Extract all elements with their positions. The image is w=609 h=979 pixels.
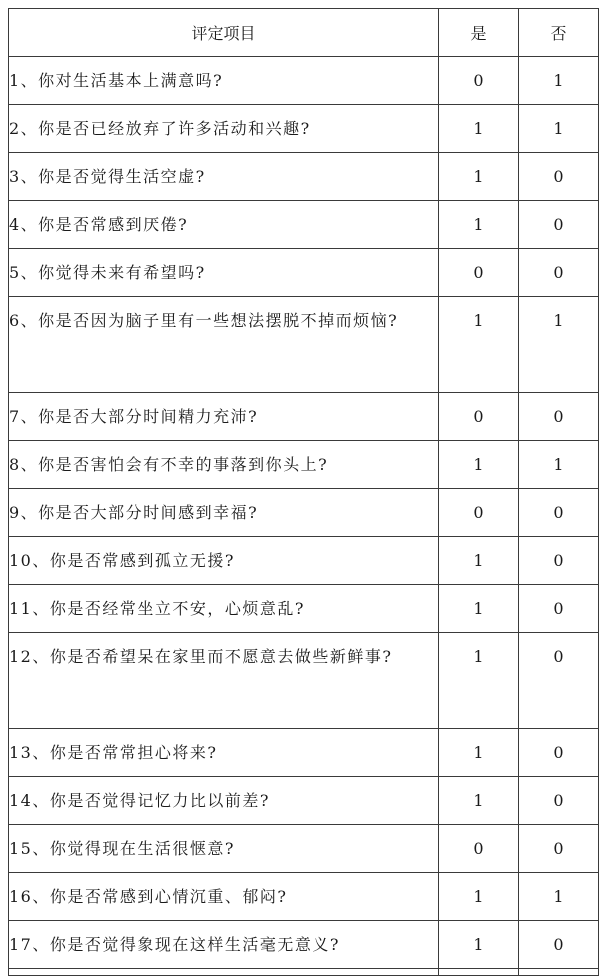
no-cell: 0: [519, 729, 599, 777]
yes-cell: 1: [439, 105, 519, 153]
question-cell: 5、你觉得未来有希望吗?: [9, 249, 439, 297]
question-cell: 17、你是否觉得象现在这样生活毫无意义?: [9, 921, 439, 969]
table-row: [9, 249, 599, 297]
header-item: 评定项目: [9, 9, 439, 57]
table-row: [9, 633, 599, 729]
question-cell: 10、你是否常感到孤立无援?: [9, 537, 439, 585]
table-row: [9, 489, 599, 537]
yes-cell: 0: [439, 249, 519, 297]
table-row: [9, 441, 599, 489]
table-row: [9, 873, 599, 921]
question-cell: 3、你是否觉得生活空虚?: [9, 153, 439, 201]
header-no: 否: [519, 9, 599, 57]
table-row: [9, 537, 599, 585]
yes-cell: 0: [439, 393, 519, 441]
question-cell: 14、你是否觉得记忆力比以前差?: [9, 777, 439, 825]
empty-cell: [9, 969, 439, 976]
no-cell: 0: [519, 537, 599, 585]
table-row: [9, 729, 599, 777]
no-cell: 0: [519, 825, 599, 873]
yes-cell: 1: [439, 441, 519, 489]
no-cell: 1: [519, 441, 599, 489]
question-cell: 11、你是否经常坐立不安，心烦意乱?: [9, 585, 439, 633]
no-cell: 0: [519, 249, 599, 297]
yes-cell: 1: [439, 921, 519, 969]
table-row: [9, 201, 599, 249]
table-row: [9, 777, 599, 825]
yes-cell: 0: [439, 825, 519, 873]
assessment-table: [8, 8, 599, 976]
question-cell: 16、你是否常感到心情沉重、郁闷?: [9, 873, 439, 921]
no-cell: 1: [519, 297, 599, 393]
yes-cell: 1: [439, 777, 519, 825]
yes-cell: 0: [439, 489, 519, 537]
no-cell: 0: [519, 201, 599, 249]
yes-cell: 1: [439, 585, 519, 633]
question-cell: 6、你是否因为脑子里有一些想法摆脱不掉而烦恼?: [9, 297, 439, 393]
table-row: [9, 297, 599, 393]
question-cell: 13、你是否常常担心将来?: [9, 729, 439, 777]
no-cell: 0: [519, 921, 599, 969]
yes-cell: 1: [439, 201, 519, 249]
table-row: [9, 393, 599, 441]
table-row: [9, 105, 599, 153]
empty-cell: [519, 969, 599, 976]
yes-cell: 1: [439, 537, 519, 585]
no-cell: 1: [519, 873, 599, 921]
table-row: [9, 153, 599, 201]
question-cell: 8、你是否害怕会有不幸的事落到你头上?: [9, 441, 439, 489]
no-cell: 0: [519, 633, 599, 729]
table-body: [9, 57, 599, 976]
no-cell: 1: [519, 105, 599, 153]
yes-cell: 1: [439, 729, 519, 777]
empty-cell: [439, 969, 519, 976]
table-row: [9, 585, 599, 633]
yes-cell: 1: [439, 297, 519, 393]
no-cell: 0: [519, 489, 599, 537]
yes-cell: 1: [439, 873, 519, 921]
question-cell: 12、你是否希望呆在家里而不愿意去做些新鲜事?: [9, 633, 439, 729]
question-cell: 9、你是否大部分时间感到幸福?: [9, 489, 439, 537]
question-cell: 4、你是否常感到厌倦?: [9, 201, 439, 249]
header-yes: 是: [439, 9, 519, 57]
question-cell: 15、你觉得现在生活很惬意?: [9, 825, 439, 873]
question-cell: 7、你是否大部分时间精力充沛?: [9, 393, 439, 441]
yes-cell: 1: [439, 153, 519, 201]
question-cell: 1、你对生活基本上满意吗?: [9, 57, 439, 105]
table-row: [9, 921, 599, 969]
table-header-row: [9, 9, 599, 57]
question-cell: 2、你是否已经放弃了许多活动和兴趣?: [9, 105, 439, 153]
no-cell: 0: [519, 393, 599, 441]
no-cell: 0: [519, 585, 599, 633]
no-cell: 0: [519, 153, 599, 201]
yes-cell: 0: [439, 57, 519, 105]
table-row-cut-off: [9, 969, 599, 976]
yes-cell: 1: [439, 633, 519, 729]
no-cell: 0: [519, 777, 599, 825]
table-row: [9, 825, 599, 873]
no-cell: 1: [519, 57, 599, 105]
table-row: [9, 57, 599, 105]
